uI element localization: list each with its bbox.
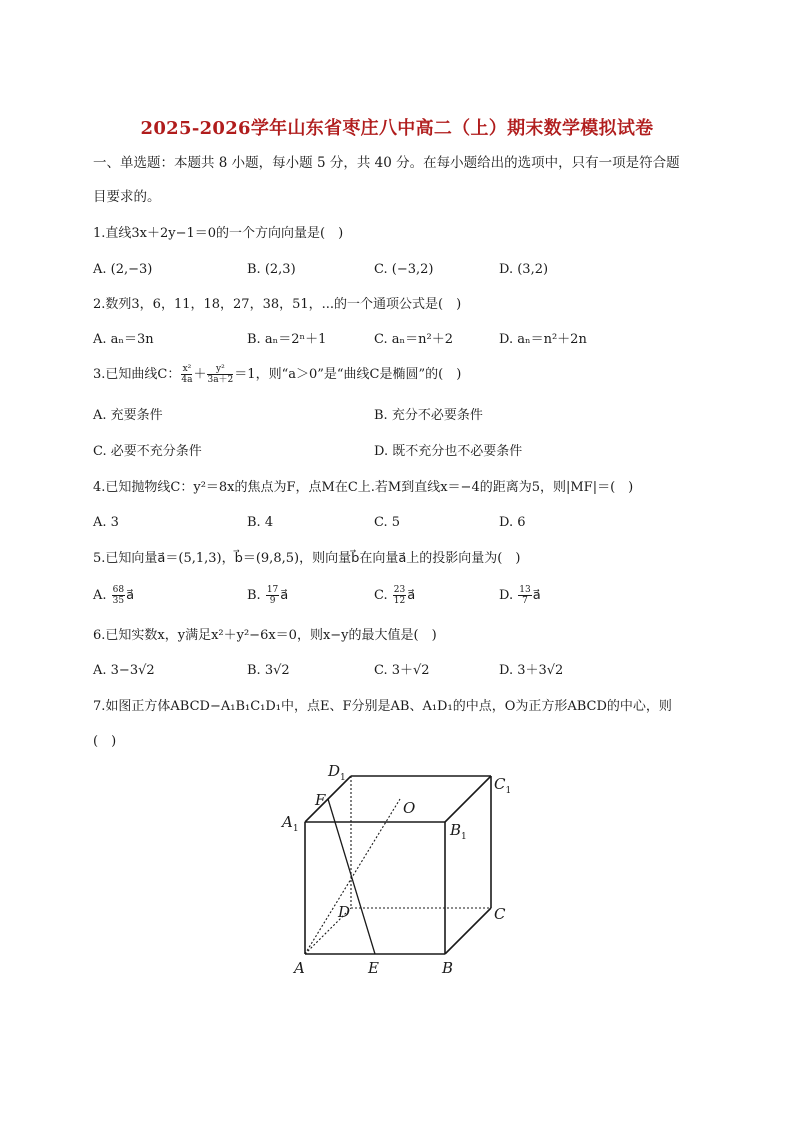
q3-option-d[interactable]: D. 既不充分也不必要条件	[374, 444, 523, 459]
q3-equals: ＝1	[234, 367, 256, 382]
q5-a-num: 68	[112, 585, 125, 595]
q2-option-a[interactable]: A. aₙ＝3n	[93, 332, 154, 347]
q2-option-b[interactable]: B. aₙ＝2ⁿ＋1	[247, 332, 327, 347]
label-d1: $D_1$	[328, 762, 346, 783]
q1-option-c[interactable]: C. (−3,2)	[374, 262, 434, 277]
q3-frac2-den: 3a＋2	[207, 375, 234, 385]
label-e: E	[368, 959, 379, 977]
q5-option-c-fraction	[393, 585, 406, 606]
q3-frac2-num: y²	[207, 364, 233, 375]
question-7-stem-cont: ( )	[93, 734, 117, 749]
q3-option-c[interactable]: C. 必要不充分条件	[93, 444, 202, 459]
question-6-stem: 6.已知实数x，y满足x²＋y²−6x＝0，则x−y的最大值是( )	[93, 628, 437, 643]
q3-stem-pre: 3.已知曲线C：	[93, 367, 181, 382]
q5-option-b-fraction	[266, 585, 279, 606]
label-o: O	[403, 799, 416, 817]
q6-option-b[interactable]: B. 3√2	[247, 663, 290, 678]
question-2-stem: 2.数列3，6，11，18，27，38，51，...的一个通项公式是( )	[93, 297, 462, 312]
q1-option-a[interactable]: A. (2,−3)	[93, 262, 153, 277]
question-1-stem: 1.直线3x＋2y−1＝0的一个方向向量是( )	[93, 226, 344, 241]
q5-option-d-label: D.	[499, 588, 514, 603]
label-b1: $B_1$	[450, 821, 467, 842]
label-c1: $C_1$	[494, 775, 512, 796]
q5-option-c-label: C.	[374, 588, 388, 603]
q5-option-b[interactable]	[247, 585, 288, 606]
q5-d-num: 13	[519, 585, 531, 595]
q3-option-b[interactable]: B. 充分不必要条件	[374, 408, 483, 423]
q5-option-d[interactable]	[499, 585, 541, 606]
q4-option-c[interactable]: C. 5	[374, 515, 401, 530]
q3-option-a[interactable]: A. 充要条件	[93, 408, 163, 423]
label-b: B	[442, 959, 454, 977]
q1-option-b[interactable]: B. (2,3)	[247, 262, 296, 277]
section-heading-line1: 一、单选题：本题共 8 小题，每小题 5 分，共 40 分。在每小题给出的选项中，只有一项是符合题	[93, 155, 680, 171]
cube-figure	[270, 755, 520, 980]
q5-a-vec: a⃗	[126, 588, 135, 603]
q5-c-den: 12	[393, 596, 406, 606]
q5-b-den: 9	[269, 596, 276, 606]
q4-option-d[interactable]: D. 6	[499, 515, 526, 530]
q5-a-den: 35	[112, 596, 125, 606]
q6-option-c[interactable]: C. 3＋√2	[374, 663, 430, 678]
label-a: A	[294, 959, 305, 977]
page-title: 2025-2026学年山东省枣庄八中高二（上）期末数学模拟试卷	[140, 118, 654, 139]
question-4-stem: 4.已知抛物线C：y²＝8x的焦点为F，点M在C上.若M到直线x＝−4的距离为5，则|MF|＝( )	[93, 480, 634, 495]
q3-frac1-den: 4a	[181, 375, 193, 385]
question-3-stem: 3.已知曲线C： $\frac{\text{x²}}{4a}$ ＋ $\frac{\text{y²}}{3a+2}$ ＝1，则“a＞0”是“曲线C是椭圆”的( )	[93, 364, 462, 385]
q1-option-d[interactable]: D. (3,2)	[499, 262, 549, 277]
q3-fraction-x	[181, 364, 192, 385]
question-5-stem: 5.已知向量a⃗＝(5,1,3)，b⃗＝(9,8,5)，则向量b⃗在向量a⃗上的投影向量为( )	[93, 551, 521, 566]
q5-b-num: 17	[266, 585, 279, 595]
q5-option-b-label: B.	[247, 588, 261, 603]
q5-option-a-fraction	[112, 585, 125, 606]
q5-b-vec: a⃗	[280, 588, 289, 603]
q5-d-den: 7	[522, 596, 528, 606]
question-7-stem: 7.如图正方体ABCD−A₁B₁C₁D₁中，点E、F分别是AB、A₁D₁的中点，O为正方形ABCD的中心，则	[93, 699, 672, 714]
section-heading-line2: 目要求的。	[93, 189, 161, 205]
q5-d-vec: a⃗	[532, 588, 541, 603]
q5-c-num: 23	[393, 585, 406, 595]
q5-option-a[interactable]	[93, 585, 134, 606]
q4-option-b[interactable]: B. 4	[247, 515, 274, 530]
q6-option-d[interactable]: D. 3＋3√2	[499, 663, 564, 678]
label-a1: $A_1$	[282, 813, 299, 834]
q2-option-d[interactable]: D. aₙ＝n²＋2n	[499, 332, 587, 347]
label-d: D	[338, 903, 351, 921]
q5-c-vec: a⃗	[407, 588, 416, 603]
q5-option-d-fraction	[518, 585, 531, 606]
q3-fraction-y	[207, 364, 233, 385]
q3-stem-post: ，则“a＞0”是“曲线C是椭圆”的( )	[255, 367, 462, 382]
edge-bc	[445, 908, 491, 954]
q3-frac1-num: x²	[182, 364, 192, 374]
q4-option-a[interactable]: A. 3	[93, 515, 119, 530]
q5-option-a-label: A.	[93, 588, 107, 603]
label-c: C	[494, 905, 506, 923]
q5-option-c[interactable]	[374, 585, 415, 606]
q6-option-a[interactable]: A. 3−3√2	[93, 663, 155, 678]
label-f: F	[315, 791, 326, 809]
edge-b1c1	[445, 776, 491, 822]
q2-option-c[interactable]: C. aₙ＝n²＋2	[374, 332, 453, 347]
